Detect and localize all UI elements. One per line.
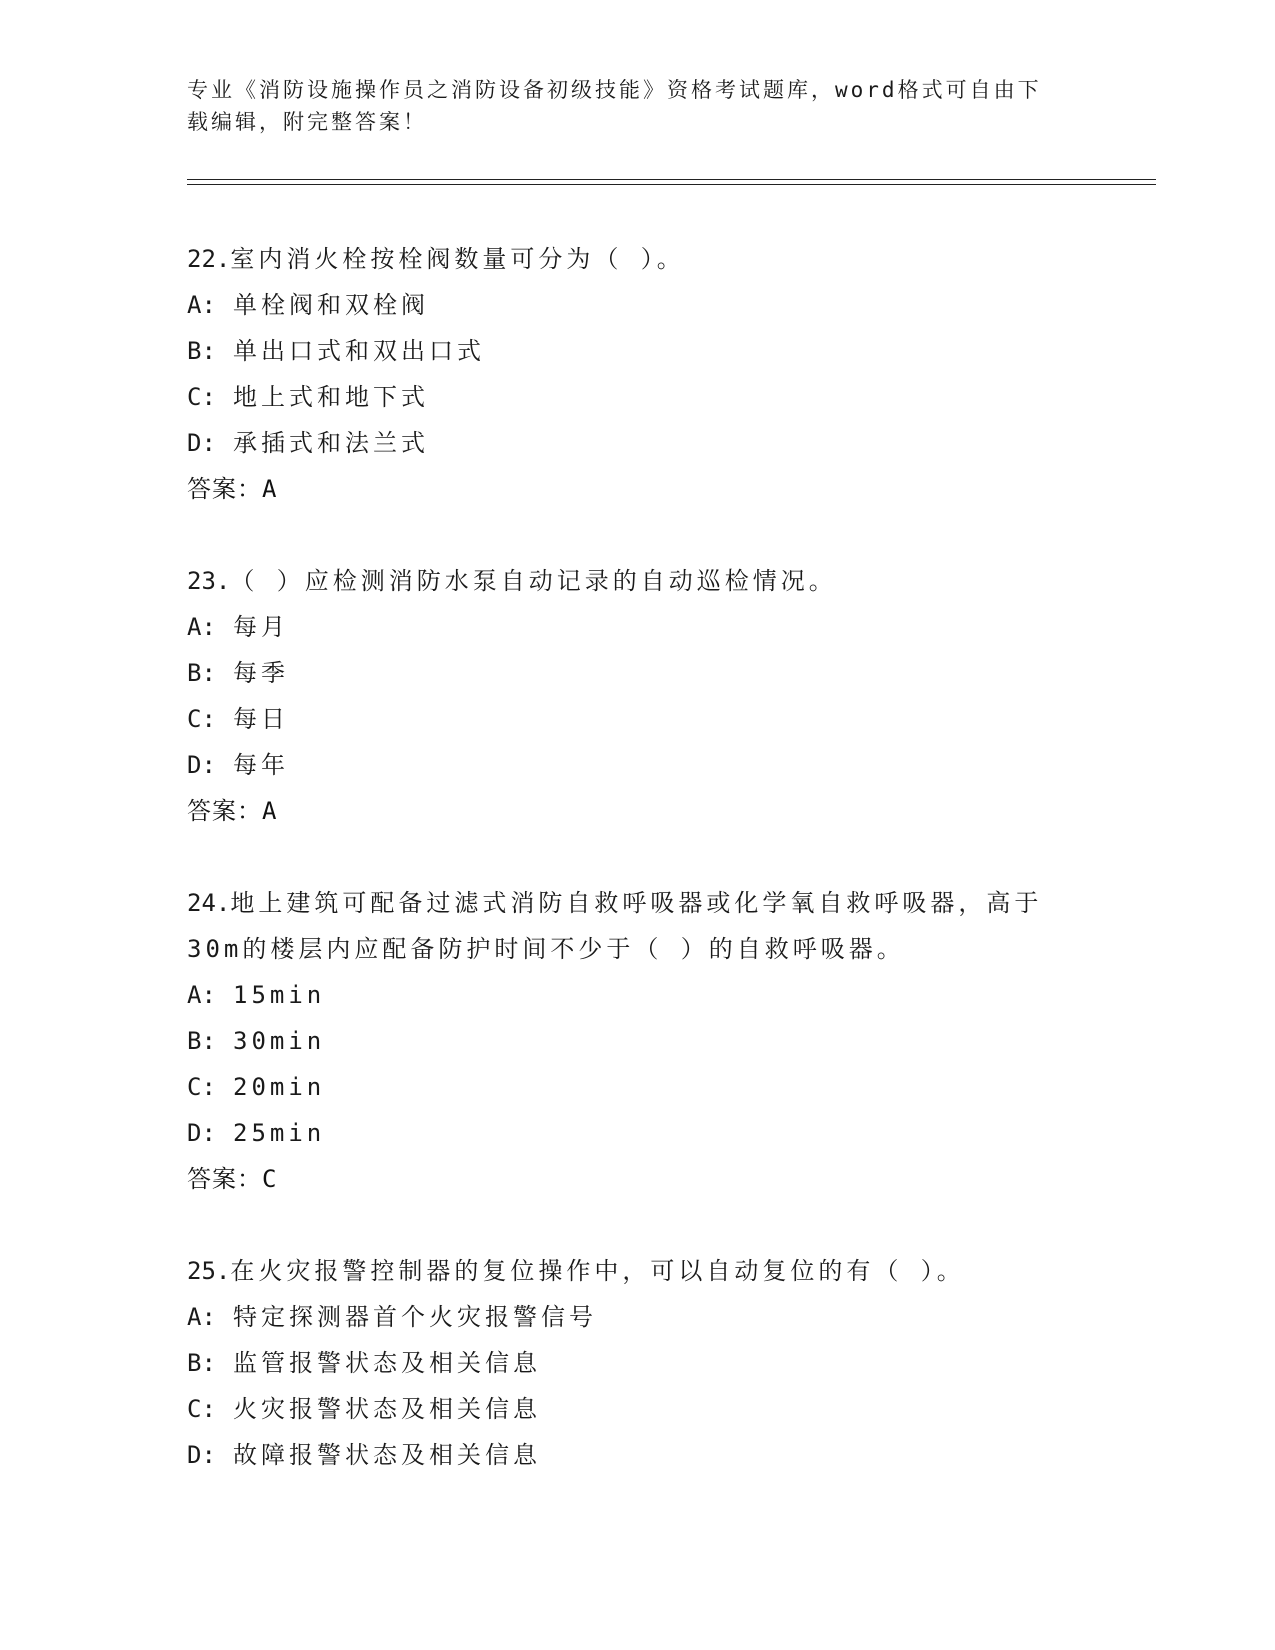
option-text: 单栓阀和双栓阀 bbox=[233, 291, 429, 319]
option-text: 30min bbox=[233, 1027, 326, 1055]
question-25 bbox=[187, 1248, 1087, 1478]
document-header bbox=[187, 74, 1067, 138]
question-stem bbox=[187, 558, 1087, 604]
answer-label: 答案： bbox=[187, 1165, 262, 1193]
option-a bbox=[187, 1294, 1087, 1340]
option-key: C: bbox=[187, 705, 216, 733]
option-d bbox=[187, 420, 1087, 466]
option-text: 每月 bbox=[233, 613, 289, 641]
option-key: A: bbox=[187, 1303, 216, 1331]
option-text: 承插式和法兰式 bbox=[233, 429, 429, 457]
answer-value: A bbox=[262, 797, 278, 825]
option-text: 每季 bbox=[233, 659, 289, 687]
option-text: 地上式和地下式 bbox=[233, 383, 429, 411]
option-c bbox=[187, 374, 1087, 420]
header-line-1: 专业《消防设施操作员之消防设备初级技能》资格考试题库，word格式可自由下 bbox=[187, 78, 1042, 102]
option-d bbox=[187, 1432, 1087, 1478]
option-key: B: bbox=[187, 1349, 216, 1377]
question-number: 24. bbox=[187, 889, 231, 917]
option-key: B: bbox=[187, 659, 216, 687]
answer-line bbox=[187, 1156, 1087, 1202]
question-text: 室内消火栓按栓阀数量可分为（ ）。 bbox=[230, 245, 685, 273]
option-text: 特定探测器首个火灾报警信号 bbox=[233, 1303, 597, 1331]
option-key: B: bbox=[187, 337, 216, 365]
question-text: 在火灾报警控制器的复位操作中，可以自动复位的有（ ）。 bbox=[230, 1257, 965, 1285]
option-text: 25min bbox=[233, 1119, 326, 1147]
question-23 bbox=[187, 558, 1087, 834]
option-text: 15min bbox=[233, 981, 326, 1009]
option-key: C: bbox=[187, 1073, 216, 1101]
option-b bbox=[187, 1018, 1087, 1064]
answer-value: A bbox=[262, 475, 278, 503]
option-key: D: bbox=[187, 1441, 216, 1469]
option-d bbox=[187, 1110, 1087, 1156]
answer-line bbox=[187, 788, 1087, 834]
option-text: 每日 bbox=[233, 705, 289, 733]
answer-label: 答案： bbox=[187, 797, 262, 825]
answer-label: 答案： bbox=[187, 475, 262, 503]
answer-value: C bbox=[262, 1165, 278, 1193]
question-text: 地上建筑可配备过滤式消防自救呼吸器或化学氧自救呼吸器，高于 bbox=[230, 889, 1043, 917]
option-key: D: bbox=[187, 1119, 216, 1147]
answer-line bbox=[187, 466, 1087, 512]
option-key: A: bbox=[187, 291, 216, 319]
option-c bbox=[187, 696, 1087, 742]
option-d bbox=[187, 742, 1087, 788]
option-key: C: bbox=[187, 1395, 216, 1423]
question-stem-line-1 bbox=[187, 880, 1087, 926]
question-stem bbox=[187, 1248, 1087, 1294]
question-number: 25. bbox=[187, 1257, 231, 1285]
question-22 bbox=[187, 236, 1087, 512]
option-key: C: bbox=[187, 383, 216, 411]
option-text: 监管报警状态及相关信息 bbox=[233, 1349, 541, 1377]
option-text: 20min bbox=[233, 1073, 326, 1101]
option-text: 每年 bbox=[233, 751, 289, 779]
option-a bbox=[187, 972, 1087, 1018]
option-text: 单出口式和双出口式 bbox=[233, 337, 485, 365]
option-b bbox=[187, 1340, 1087, 1386]
question-number: 23. bbox=[187, 567, 231, 595]
question-24 bbox=[187, 880, 1087, 1202]
header-divider-top bbox=[187, 179, 1156, 180]
question-list bbox=[187, 236, 1087, 1524]
option-key: A: bbox=[187, 613, 216, 641]
option-key: D: bbox=[187, 429, 216, 457]
option-c bbox=[187, 1386, 1087, 1432]
option-b bbox=[187, 650, 1087, 696]
header-line-2: 载编辑，附完整答案！ bbox=[187, 110, 427, 134]
option-key: D: bbox=[187, 751, 216, 779]
option-a bbox=[187, 604, 1087, 650]
question-text: （ ）应检测消防水泵自动记录的自动巡检情况。 bbox=[230, 567, 837, 595]
question-text-continued: 30m的楼层内应配备防护时间不少于（ ）的自救呼吸器。 bbox=[187, 935, 905, 963]
question-stem-line-2 bbox=[187, 926, 1087, 972]
option-text: 火灾报警状态及相关信息 bbox=[233, 1395, 541, 1423]
option-key: A: bbox=[187, 981, 216, 1009]
question-stem bbox=[187, 236, 1087, 282]
option-a bbox=[187, 282, 1087, 328]
option-b bbox=[187, 328, 1087, 374]
option-c bbox=[187, 1064, 1087, 1110]
option-text: 故障报警状态及相关信息 bbox=[233, 1441, 541, 1469]
option-key: B: bbox=[187, 1027, 216, 1055]
header-divider-bottom bbox=[187, 184, 1156, 185]
question-number: 22. bbox=[187, 245, 231, 273]
